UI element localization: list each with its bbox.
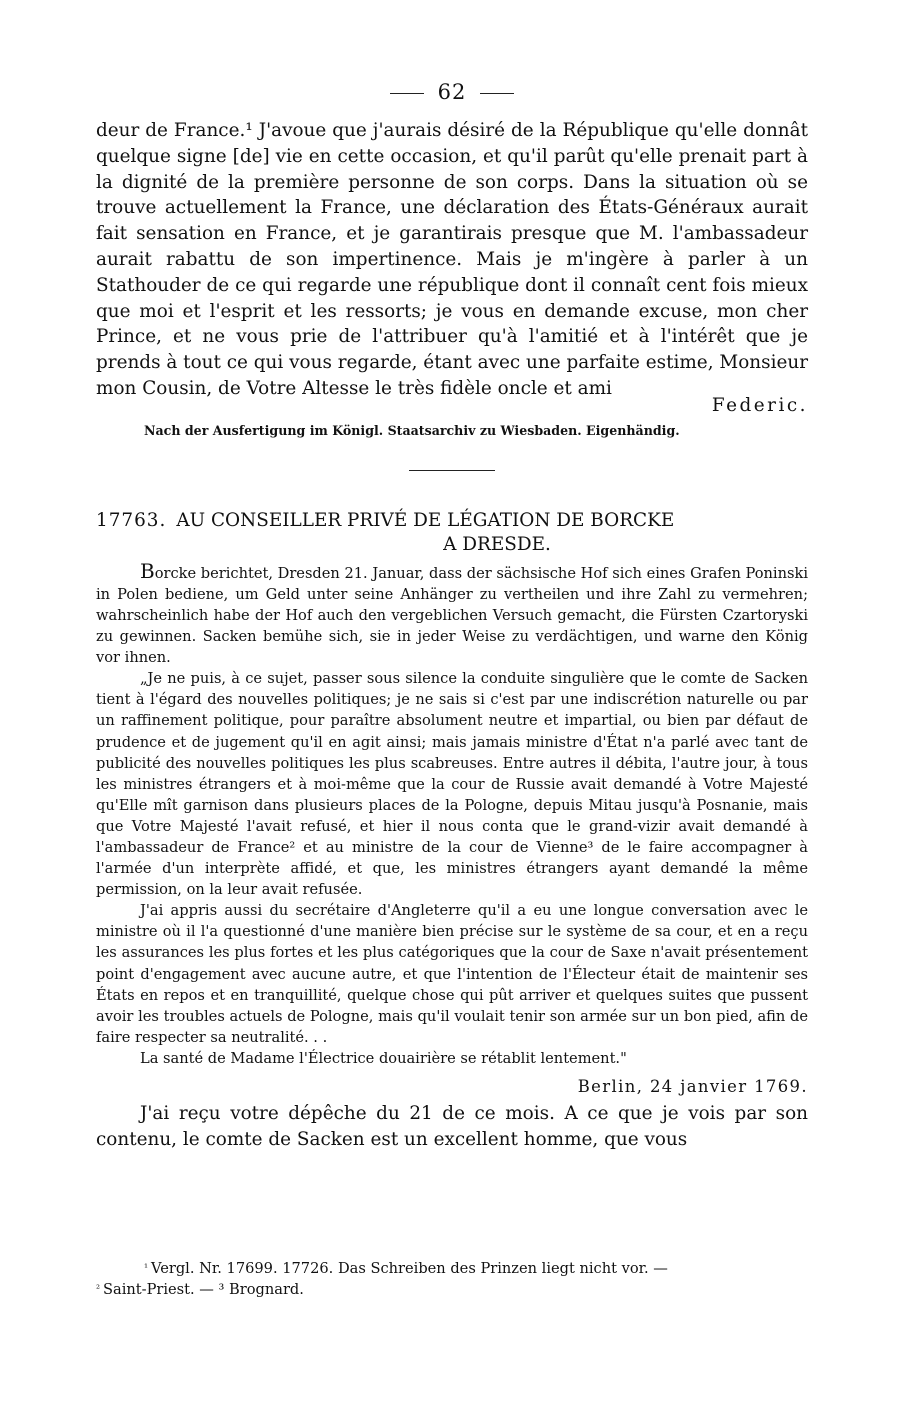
- dateline: Berlin, 24 janvier 1769.: [577, 1077, 808, 1097]
- page-number-dash-right: [480, 93, 514, 94]
- document-page: [96, 80, 808, 1153]
- footnote-2-mark: ²: [96, 1284, 101, 1295]
- footnote-2-text: Saint-Priest. — ³ Brognard.: [103, 1281, 304, 1298]
- letter-heading-line2: A DRESDE.: [443, 533, 551, 555]
- letter-heading-line1: AU CONSEILLER PRIVÉ DE LÉGATION DE BORCKE: [176, 509, 675, 531]
- footnote-2: [96, 1279, 808, 1300]
- quote-paragraph-2: J'ai appris aussi du secrétaire d'Angleterre qu'il a eu une longue conversation avec le ministre où il l'a questionné d'une manière bien précise sur le système de sa cour, et en a reçu les assurances les plus fortes et les plus catégoriques que la cour de Saxe n'avait présentement point d'engagement avec aucune autre, et que l'intention de l'Électeur était de maintenir ses États en repos et en tranquillité, quelque chose qui pût arriver et quelques suites que pussent avoir les troubles actuels de Pologne, mais qu'il voulait tenir son armée sur un bon pied, afin de faire respecter sa neutralité. . .: [96, 902, 808, 1046]
- reply-text: J'ai reçu votre dépêche du 21 de ce mois. A ce que je vois par son contenu, le comte de Sacken est un excellent homme, que vous: [96, 1103, 808, 1150]
- footnote-1-mark: ¹: [144, 1263, 149, 1274]
- footnote-1-text: Vergl. Nr. 17699. 17726. Das Schreiben des Prinzen liegt nicht vor. —: [151, 1260, 668, 1277]
- letter-number: 17763.: [96, 509, 167, 531]
- footnote-1: [96, 1258, 808, 1279]
- page-number-text: 62: [437, 80, 467, 104]
- quote-paragraph-1: „Je ne puis, à ce sujet, passer sous silence la conduite singulière que le comte de Sacken tient à l'égard des nouvelles politiques; je ne sais si c'est par une indiscrétion naturelle ou par un raffinement politique, pour paraître absolument neutre et impartial, ou bien par défaut de prudence et de jugement qu'il en agit ainsi; mais jamais ministre d'État n'a parlé avec tant de publicité des nouvelles politiques les plus scabreuses. Entre autres il débita, l'autre jour, à tous les ministres étrangers et à moi-même que la cour de Russie avait demandé à Votre Majesté qu'Elle mît garnison dans plusieurs places de la Pologne, depuis Mitau jusqu'à Posnanie, mais que Votre Majesté l'avait refusé, et hier il nous conta que le grand-vizir avait demandé à l'ambassadeur de France² et au ministre de la cour de Vienne³ de le faire accompagner à l'armée d'un interprète affidé, et que, les ministres étrangers ayant demandé la même permission, on la leur avait refusée.: [96, 670, 808, 899]
- summary-initial: B: [140, 558, 155, 583]
- signature: Federic.: [711, 394, 808, 416]
- source-note: Nach der Ausfertigung im Königl. Staatsarchiv zu Wiesbaden. Eigenhändig.: [144, 422, 680, 438]
- letter-summary: [96, 558, 808, 668]
- page-number-dash-left: [390, 93, 424, 94]
- quote-paragraph-3: La santé de Madame l'Électrice douairière se rétablit lentement.": [140, 1049, 627, 1067]
- letter-heading: [96, 509, 808, 533]
- footnotes: [96, 1258, 808, 1300]
- letter-continuation-text: deur de France.¹ J'avoue que j'aurais désiré de la République qu'elle donnât quelque signe [de] vie en cette occasion, et qu'il parût qu'elle prenait part à la dignité de la première personne de son corps. Dans la situation où se trouve actuellement la France, une déclaration des États-Généraux aurait fait sensation en France, et je garantirais presque que M. l'ambassadeur aurait rabattu de son impertinence. Mais je m'ingère à parler à un Stathouder de ce qui regarde une république dont il connaît cent fois mieux que moi et l'esprit et les ressorts; je vous en demande excuse, mon cher Prince, et ne vous prie de l'attribuer qu'à l'amitié et à l'intérêt que je prends à tout ce qui vous regarde, étant avec une parfaite estime, Monsieur mon Cousin, de Votre Altesse le très fidèle oncle et ami: [96, 120, 808, 399]
- page-number: [96, 80, 808, 104]
- section-separator: [409, 470, 495, 471]
- summary-text: orcke berichtet, Dresden 21. Januar, dass der sächsische Hof sich eines Grafen Poninski in Polen bediene, um Geld unter seine Anhänger zu vertheilen und ihre Zahl zu vermehren; wahrscheinlich habe der Hof auch den vergeblichen Versuch gemacht, die Fürsten Czartoryski zu gewinnen. Sacken bemühe sich, sie in jeder Weise zu verdächtigen, und warne den König vor ihnen.: [96, 564, 808, 667]
